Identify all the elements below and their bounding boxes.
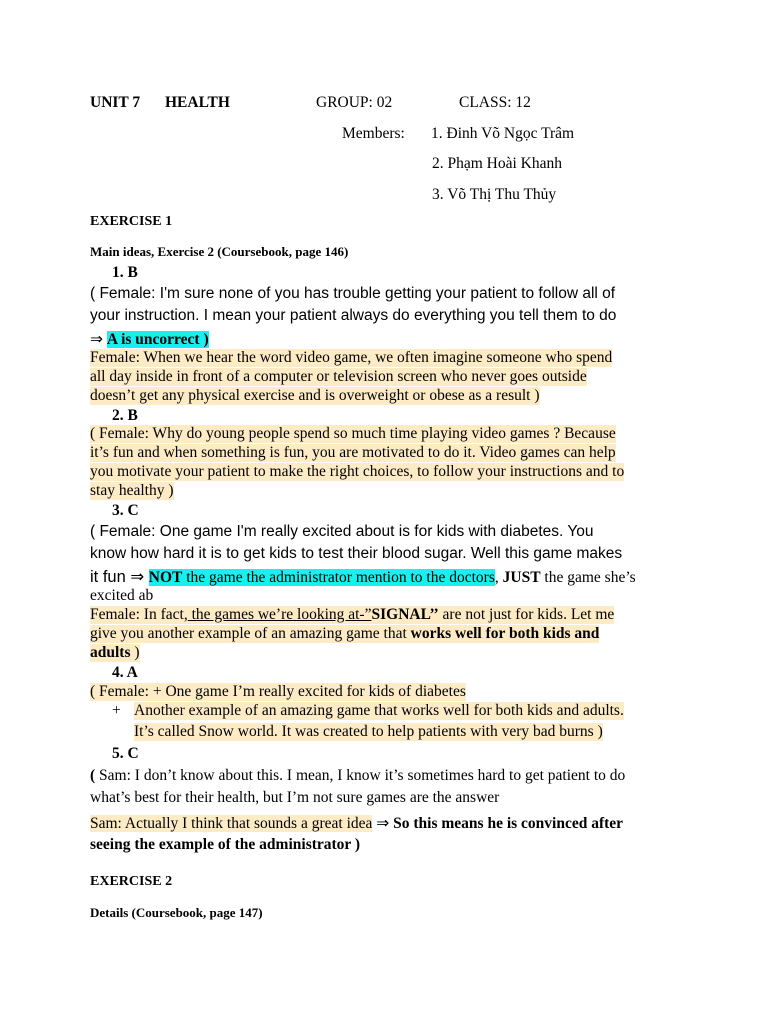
q3-line-5-end: are not just for kids. Let me [438, 606, 615, 623]
group-label: GROUP: 02 [316, 94, 393, 111]
q1-line-1: ( Female: I'm sure none of you has trouble getting your patient to follow all of [90, 285, 616, 302]
q1-conclusion-line [90, 330, 209, 349]
q3-line-6 [90, 625, 599, 643]
q5-line-2: what’s best for their health, but I’m not sure games are the answer [90, 789, 500, 806]
arrow-icon: ⇒ [90, 331, 107, 348]
unit-label: UNIT 7 [90, 94, 141, 111]
exercise1-title: EXERCISE 1 [90, 214, 173, 229]
q3-line-1: ( Female: One game I'm really excited about is for kids with diabetes. You [90, 523, 594, 540]
q5-line-4: seeing the example of the administrator ) [90, 836, 361, 853]
q3-not: NOT [148, 569, 183, 586]
member-2: 2. Phạm Hoài Khanh [432, 155, 563, 172]
q3-line-6-bold: works well for both kids and [410, 625, 600, 642]
member-1: 1. Đinh Võ Ngọc Trâm [431, 125, 575, 142]
q4-line-3: It’s called Snow world. It was created to help patients with very bad burns ) [134, 723, 603, 740]
q4-bullet: + [112, 702, 121, 719]
q1-conclusion: A is uncorrect ) [106, 331, 209, 348]
class-label: CLASS: 12 [459, 94, 531, 111]
q3-line-2: know how hard it is to get kids to test their blood sugar. Well this game makes [90, 545, 623, 562]
q2-line-2: it’s fun and when something is fun, you are motivated to do it. Video games can help [90, 444, 616, 461]
q2-line-1: ( Female: Why do young people spend so much time playing video games ? Because [90, 425, 616, 442]
q4-line-1: ( Female: + One game I’m really excited for kids of diabetes [90, 683, 466, 700]
question-4-label: 4. A [112, 664, 138, 681]
q3-just: JUST [502, 569, 541, 586]
q5-line-1-text: Sam: I don’t know about this. I mean, I know it’s sometimes hard to get patient to do [99, 767, 626, 784]
q3-line-6-start: give you another example of an amazing game that [90, 625, 411, 642]
q3-line-3 [90, 567, 636, 587]
q3-line-3-start: it fun ⇒ [90, 568, 149, 586]
q3-line-7-end: ) [130, 644, 140, 661]
q3-line-5-underlined: the games we’re looking at-” [187, 606, 372, 623]
q5-open-paren: ( [90, 767, 100, 784]
q1-line-4: Female: When we hear the word video game, we often imagine someone who spend [90, 349, 613, 366]
arrow-icon: ⇒ [372, 815, 394, 832]
members-label: Members: [342, 125, 405, 142]
topic-label: HEALTH [165, 94, 230, 111]
q3-line-3-comma: , [494, 569, 503, 586]
question-3-label: 3. C [112, 502, 139, 519]
q3-line-7 [90, 644, 140, 662]
exercise1-subtitle: Main ideas, Exercise 2 (Coursebook, page 146) [90, 244, 349, 259]
member-3: 3. Võ Thị Thu Thủy [432, 186, 557, 203]
q3-line-4: excited ab [90, 587, 154, 604]
q3-line-3-end: the game she’s [540, 569, 636, 586]
q3-signal: SIGNAL’’ [371, 606, 439, 623]
q5-line-3-bold: So this means he is convinced after [393, 815, 624, 832]
q5-line-1 [90, 767, 625, 785]
q3-line-3-mid: the game the administrator mention to the doctors [182, 569, 495, 586]
q2-line-4: stay healthy ) [90, 482, 174, 499]
exercise2-subtitle: Details (Coursebook, page 147) [90, 905, 263, 920]
question-1-label: 1. B [112, 264, 138, 281]
q4-line-2: Another example of an amazing game that works well for both kids and adults. [134, 702, 624, 719]
question-5-label: 5. C [112, 745, 139, 762]
q1-line-6: doesn’t get any physical exercise and is overweight or obese as a result ) [90, 387, 540, 404]
q1-line-2: your instruction. I mean your patient always do everything you tell them to do [90, 307, 617, 324]
q2-line-3: you motivate your patient to make the right choices, to follow your instructions and to [90, 463, 625, 480]
q5-line-3-highlight: Sam: Actually I think that sounds a great idea [90, 815, 373, 832]
q1-line-5: all day inside in front of a computer or television screen who never goes outside [90, 368, 587, 385]
exercise2-title: EXERCISE 2 [90, 874, 173, 889]
question-2-label: 2. B [112, 407, 138, 424]
q3-line-5-start: Female: In fact, [90, 606, 188, 623]
q3-line-5 [90, 606, 614, 624]
q5-line-3 [90, 814, 623, 833]
q3-line-7-bold: adults [90, 644, 131, 661]
